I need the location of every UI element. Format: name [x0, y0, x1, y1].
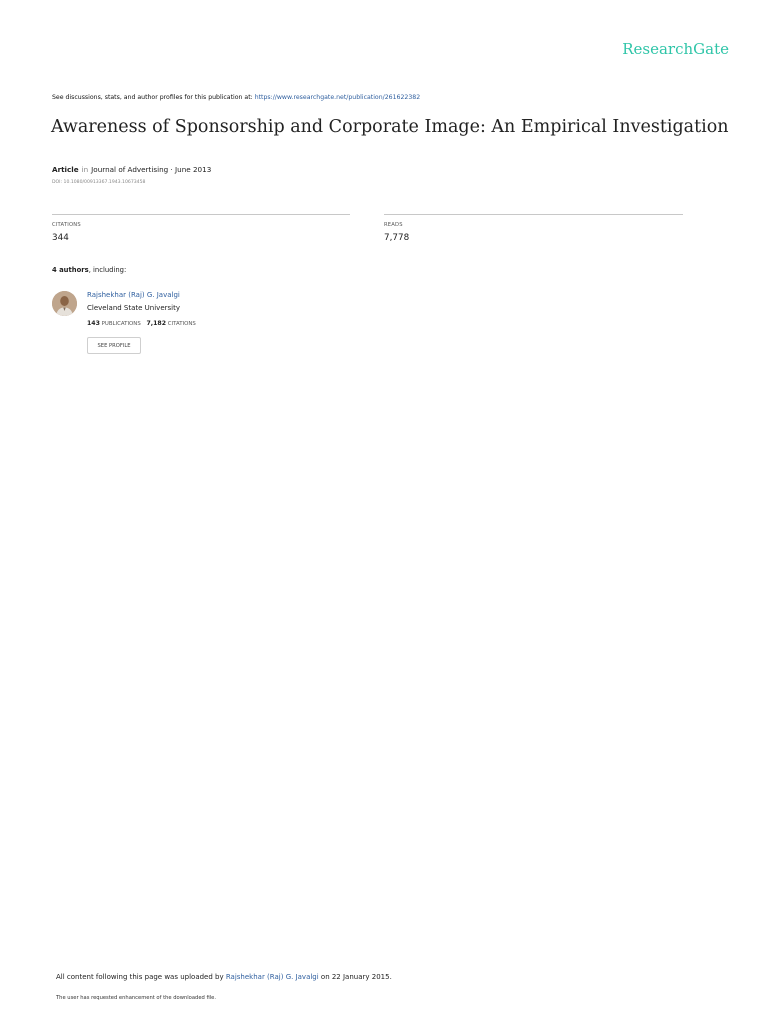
reads-stat	[384, 214, 683, 243]
upload-prefix: All content following this page was uploaded by	[56, 973, 226, 981]
authors-including: , including:	[88, 266, 127, 274]
author-stats	[87, 320, 196, 327]
publication-url-link[interactable]: https://www.researchgate.net/publication/261622382	[254, 94, 421, 101]
researchgate-logo[interactable]: ResearchGate	[622, 40, 729, 58]
citations-stat	[52, 214, 350, 243]
publication-meta	[52, 165, 211, 174]
citations-value: 344	[52, 233, 69, 243]
author-name-link[interactable]: Rajshekhar (Raj) G. Javalgi	[87, 291, 180, 299]
journal-info: Journal of Advertising · June 2013	[91, 165, 212, 174]
author-institution: Cleveland State University	[87, 304, 180, 312]
discussion-prefix: See discussions, stats, and author profiles for this publication at:	[52, 94, 255, 101]
author-publications-label: PUBLICATIONS	[101, 321, 141, 327]
citations-label: CITATIONS	[52, 222, 81, 228]
publication-type: Article	[52, 165, 79, 174]
authors-count: 4 authors	[52, 266, 89, 274]
author-avatar[interactable]	[52, 291, 77, 316]
reads-label: READS	[384, 222, 403, 228]
upload-suffix: on 22 January 2015.	[318, 973, 392, 981]
doi-text: DOI: 10.1080/00913367.1943.10673458	[52, 180, 146, 185]
uploader-link[interactable]: Rajshekhar (Raj) G. Javalgi	[225, 973, 319, 981]
upload-note	[56, 973, 392, 981]
publication-title: Awareness of Sponsorship and Corporate Image: An Empirical Investigation	[51, 117, 729, 137]
author-publications-count: 143	[87, 320, 100, 327]
authors-heading	[52, 266, 126, 274]
enhancement-note: The user has requested enhancement of the downloaded file.	[56, 995, 217, 1001]
author-citations-label: CITATIONS	[167, 321, 196, 327]
person-silhouette-icon	[52, 291, 77, 316]
reads-value: 7,778	[384, 233, 410, 243]
see-profile-button[interactable]: SEE PROFILE	[87, 337, 141, 354]
author-citations-count: 7,182	[146, 320, 167, 327]
publication-in-word: in	[81, 165, 89, 174]
discussion-line	[52, 94, 420, 101]
